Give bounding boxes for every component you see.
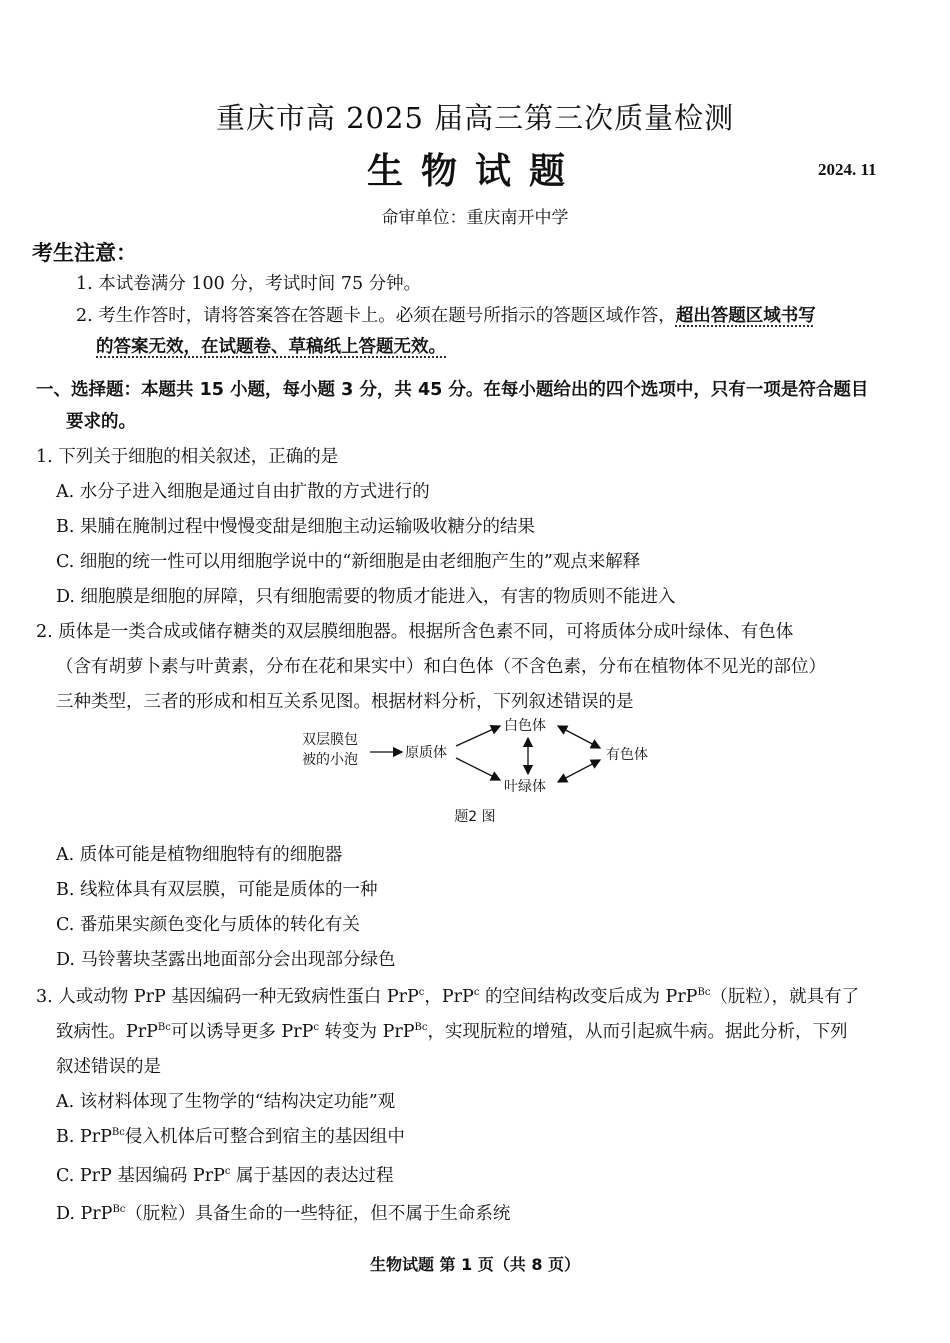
exam-date: 2024. 11 [818,160,877,179]
q3-text: 转变为 PrP [318,1022,415,1042]
q3-text: ，实现朊粒的增殖，从而引起疯牛病。据此分析，下列 [427,1022,848,1042]
plastid-relationship-diagram [290,712,690,812]
superscript-bc: Bc [157,1022,171,1034]
q1-stem: 1. 下列关于细胞的相关叙述，正确的是 [36,447,339,467]
q3-option-b-text: 侵入机体后可整合到宿主的基因组中 [124,1127,405,1147]
q2-stem-line-3: 三种类型，三者的形成和相互关系见图。根据材料分析，下列叙述错误的是 [56,692,634,712]
subject-title: 生物试题 [366,150,583,192]
q3-option-c [56,1162,394,1187]
q1-option-a: A. 水分子进入细胞是通过自由扩散的方式进行的 [56,482,430,502]
q2-option-b: B. 线粒体具有双层膜，可能是质体的一种 [56,880,378,900]
leucoplast-label: 白色体 [504,718,546,734]
q3-option-c-text: C. PrP 基因编码 PrP [56,1166,225,1186]
q3-option-b [56,1123,405,1148]
q3-stem-line-1 [36,983,859,1008]
exam-title: 重庆市高 2025 届高三第三次质量检测 [215,101,735,135]
q3-text: ，PrP [424,987,474,1007]
notice-item-2-emphasis-2: 的答案无效，在试题卷、草稿纸上答题无效。 [96,337,446,357]
q3-text: （朊粒），就具有了 [710,987,860,1007]
q2-option-a: A. 质体可能是植物细胞特有的细胞器 [56,845,343,865]
q3-option-d [56,1200,510,1225]
authoring-unit: 命审单位：重庆南开中学 [381,208,569,228]
vesicle-label-line-2: 被的小泡 [302,752,358,768]
q3-text: 致病性。PrP [56,1022,158,1042]
q3-option-b-text: B. PrP [56,1127,112,1147]
superscript-c: c [313,1022,319,1034]
q3-stem-line-2 [56,1018,847,1043]
vesicle-label-line-1: 双层膜包 [302,732,358,748]
chromoplast-label: 有色体 [606,747,648,763]
page-footer: 生物试题 第 1 页（共 8 页） [369,1255,581,1274]
superscript-c: c [418,987,425,999]
proplastid-label: 原质体 [405,745,447,761]
q3-text: 3. 人或动物 PrP 基因编码一种无致病性蛋白 PrP [36,987,419,1007]
section-1-heading: 一、选择题：本题共 15 小题，每小题 3 分，共 45 分。在每小题给出的四个选项中，只有一项是符合题目 [36,380,869,400]
notice-item-1: 1. 本试卷满分 100 分，考试时间 75 分钟。 [76,274,422,294]
q2-option-d: D. 马铃薯块茎露出地面部分会出现部分绿色 [56,950,396,970]
superscript-bc: Bc [414,1022,428,1034]
notice-item-2 [76,302,816,327]
q2-stem-line-2: （含有胡萝卜素与叶黄素，分布在花和果实中）和白色体（不含色素，分布在植物体不见光的部位） [56,657,826,677]
arrow-proplastid-to-leucoplast [456,726,500,746]
chloroplast-label: 叶绿体 [504,779,546,795]
superscript-bc: Bc [111,1127,125,1139]
q3-stem-line-3: 叙述错误的是 [56,1057,161,1077]
q3-text: 的空间结构改变后成为 PrP [479,987,698,1007]
q2-option-c: C. 番茄果实颜色变化与质体的转化有关 [56,915,360,935]
q1-option-b: B. 果脯在腌制过程中慢慢变甜是细胞主动运输吸收糖分的结果 [56,517,535,537]
notice-item-2-emphasis-1: 超出答题区域书写 [675,306,816,326]
arrow-leucoplast-chromoplast [558,726,600,748]
arrow-chloroplast-chromoplast [558,760,600,782]
q1-option-d: D. 细胞膜是细胞的屏障，只有细胞需要的物质才能进入，有害的物质则不能进入 [56,587,676,607]
section-1-heading-cont: 要求的。 [66,412,136,432]
q1-option-c: C. 细胞的统一性可以用细胞学说中的“新细胞是由老细胞产生的”观点来解释 [56,552,641,572]
notice-title: 考生注意： [32,241,137,265]
q3-text: 可以诱导更多 PrP [170,1022,314,1042]
q2-stem-line-1: 2. 质体是一类合成或储存糖类的双层膜细胞器。根据所含色素不同，可将质体分成叶绿体、有色体 [36,622,794,642]
superscript-c: c [473,987,480,999]
superscript-bc: Bc [112,1204,126,1216]
q3-option-c-text: 属于基因的表达过程 [230,1166,394,1186]
q3-option-a: A. 该材料体现了生物学的“结构决定功能”观 [56,1092,396,1112]
superscript-c: c [224,1166,231,1178]
superscript-bc: Bc [697,987,711,999]
q3-option-d-text: （朊粒）具备生命的一些特征，但不属于生命系统 [125,1204,511,1224]
q3-option-d-text: D. PrP [56,1204,113,1224]
arrow-proplastid-to-chloroplast [456,758,500,780]
figure-caption: 题2 图 [454,809,496,825]
notice-item-2-text: 2. 考生作答时，请将答案答在答题卡上。必须在题号所指示的答题区域作答， [76,306,676,326]
